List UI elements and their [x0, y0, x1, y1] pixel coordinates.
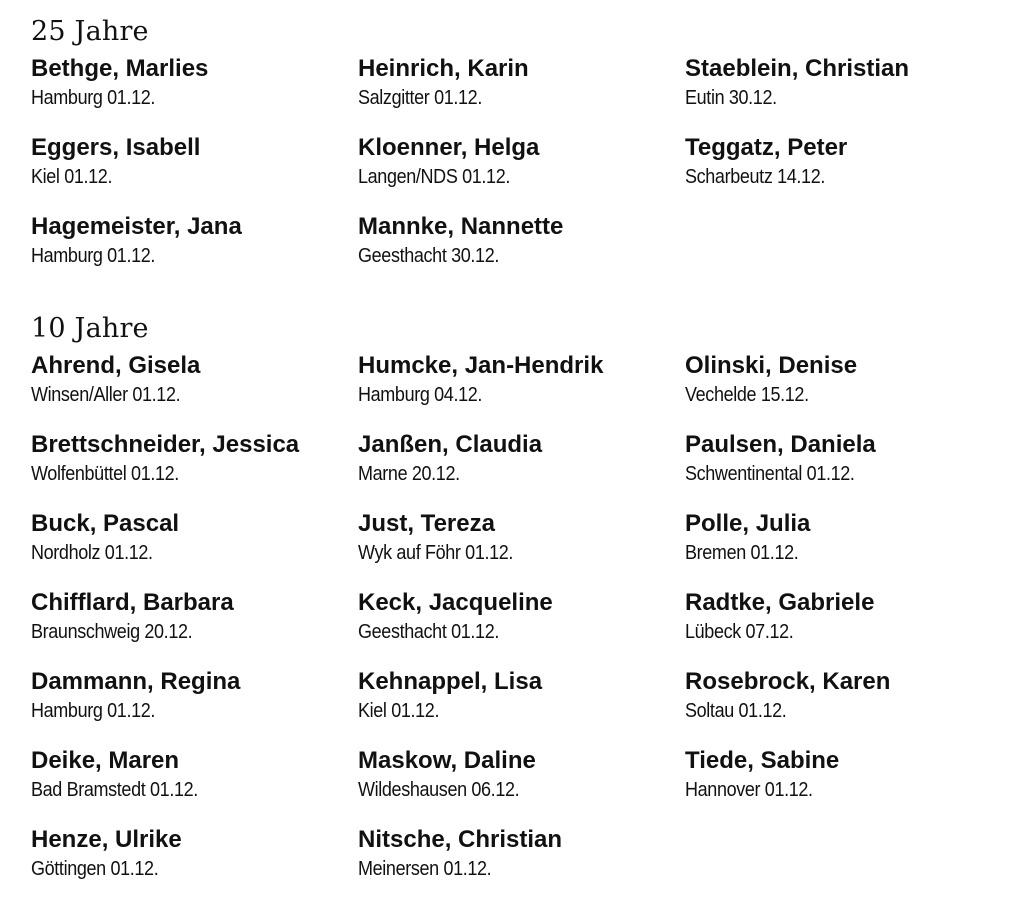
list-item [358, 746, 685, 825]
entry-name: Polle, Julia [685, 510, 811, 537]
list-item [358, 509, 685, 588]
entry-detail: Braunschweig 20.12. [31, 621, 193, 643]
list-item [685, 430, 991, 509]
section-25-years [31, 12, 991, 291]
list-item [685, 667, 991, 746]
entry-name: Tiede, Sabine [685, 747, 840, 774]
entry-name: Radtke, Gabriele [685, 589, 875, 616]
entry-column [358, 351, 685, 904]
entry-detail: Wyk auf Föhr 01.12. [358, 542, 514, 564]
entry-detail: Salzgitter 01.12. [358, 87, 482, 109]
list-item [358, 430, 685, 509]
entry-detail: Bremen 01.12. [685, 542, 799, 564]
entry-name: Rosebrock, Karen [685, 668, 891, 695]
entry-detail: Soltau 01.12. [685, 700, 787, 722]
list-item [31, 351, 358, 430]
entry-detail: Marne 20.12. [358, 463, 460, 485]
list-item [358, 351, 685, 430]
list-item [31, 746, 358, 825]
entry-name: Deike, Maren [31, 747, 180, 774]
entry-detail: Langen/NDS 01.12. [358, 166, 511, 188]
list-item [31, 430, 358, 509]
entry-name: Dammann, Regina [31, 668, 241, 695]
entry-detail: Scharbeutz 14.12. [685, 166, 825, 188]
entry-grid [31, 54, 991, 291]
entry-name: Kloenner, Helga [358, 134, 540, 161]
entry-detail: Schwentinental 01.12. [685, 463, 855, 485]
entry-name: Chifflard, Barbara [31, 589, 234, 616]
list-item [31, 509, 358, 588]
entry-detail: Kiel 01.12. [358, 700, 440, 722]
section-title: 25 Jahre [31, 16, 149, 47]
list-item [31, 54, 358, 133]
entry-name: Maskow, Daline [358, 747, 536, 774]
entry-column [358, 54, 685, 291]
list-item [685, 588, 991, 667]
list-item [31, 667, 358, 746]
entry-detail: Hamburg 01.12. [31, 87, 156, 109]
entry-name: Kehnappel, Lisa [358, 668, 543, 695]
entry-column [685, 351, 991, 904]
list-item [31, 825, 358, 904]
entry-name: Teggatz, Peter [685, 134, 848, 161]
entry-detail: Eutin 30.12. [685, 87, 777, 109]
entry-name: Humcke, Jan-Hendrik [358, 352, 604, 379]
entry-column [31, 54, 358, 291]
list-item [685, 746, 991, 825]
entry-detail: Meinersen 01.12. [358, 858, 492, 880]
entry-detail: Winsen/Aller 01.12. [31, 384, 181, 406]
list-item [358, 212, 685, 291]
entry-name: Staeblein, Christian [685, 55, 910, 82]
entry-name: Just, Tereza [358, 510, 495, 537]
entry-detail: Hamburg 04.12. [358, 384, 483, 406]
entry-detail: Vechelde 15.12. [685, 384, 809, 406]
entry-detail: Hannover 01.12. [685, 779, 813, 801]
list-item [358, 667, 685, 746]
entry-name: Buck, Pascal [31, 510, 180, 537]
entry-name: Keck, Jacqueline [358, 589, 553, 616]
entry-name: Brettschneider, Jessica [31, 431, 300, 458]
entry-detail: Bad Bramstedt 01.12. [31, 779, 198, 801]
list-item [358, 133, 685, 212]
entry-grid [31, 351, 991, 904]
entry-detail: Kiel 01.12. [31, 166, 113, 188]
entry-name: Ahrend, Gisela [31, 352, 201, 379]
entry-detail: Nordholz 01.12. [31, 542, 153, 564]
entry-name: Bethge, Marlies [31, 55, 209, 82]
entry-detail: Hamburg 01.12. [31, 245, 156, 267]
list-item [31, 588, 358, 667]
list-item [358, 588, 685, 667]
entry-name: Paulsen, Daniela [685, 431, 876, 458]
entry-detail: Wildeshausen 06.12. [358, 779, 520, 801]
section-title: 10 Jahre [31, 313, 149, 344]
entry-name: Heinrich, Karin [358, 55, 529, 82]
entry-column [685, 54, 991, 291]
list-item [358, 54, 685, 133]
entry-detail: Lübeck 07.12. [685, 621, 794, 643]
entry-name: Janßen, Claudia [358, 431, 543, 458]
list-item [31, 212, 358, 291]
section-10-years [31, 309, 991, 904]
list-item [358, 825, 685, 904]
list-item [685, 351, 991, 430]
entry-name: Eggers, Isabell [31, 134, 201, 161]
entry-detail: Geesthacht 30.12. [358, 245, 499, 267]
entry-detail: Geesthacht 01.12. [358, 621, 499, 643]
entry-name: Nitsche, Christian [358, 826, 563, 853]
entry-name: Olinski, Denise [685, 352, 858, 379]
entry-name: Hagemeister, Jana [31, 213, 242, 240]
entry-detail: Göttingen 01.12. [31, 858, 159, 880]
entry-detail: Hamburg 01.12. [31, 700, 156, 722]
list-item [685, 54, 991, 133]
entry-name: Henze, Ulrike [31, 826, 182, 853]
entry-column [31, 351, 358, 904]
list-item [685, 133, 991, 212]
list-item [31, 133, 358, 212]
entry-name: Mannke, Nannette [358, 213, 564, 240]
list-item [685, 509, 991, 588]
entry-detail: Wolfenbüttel 01.12. [31, 463, 179, 485]
